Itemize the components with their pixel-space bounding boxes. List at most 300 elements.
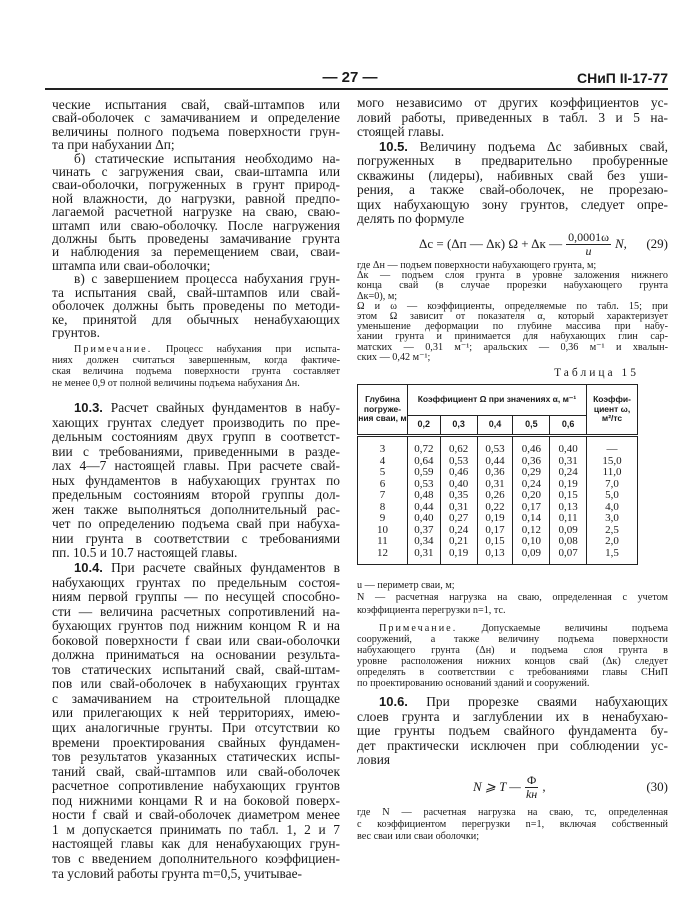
line-text: с коэффициентом перегрузки n=1, включая собственный xyxy=(357,819,668,830)
text-line xyxy=(52,313,340,326)
formula-30-lhs: N ⩾ T — xyxy=(473,779,521,794)
line-text: дет практически исключен при соблюдении ус- xyxy=(357,738,668,753)
line-text: в) с завершением процесса набухания грун- xyxy=(74,272,340,286)
line-text: ская величина подъема поверхности грунта составляет xyxy=(52,366,340,378)
formula-29-legend xyxy=(357,580,668,617)
omega-w-cell: 2,5 xyxy=(587,525,638,537)
depth-cell: 5 xyxy=(358,467,408,479)
line-text: матских — 0,31 м⁻¹; аральских — 0,36 м⁻¹ и хвалын- xyxy=(357,342,668,353)
text-line xyxy=(357,678,668,689)
line-text: настоящей главы как для ненабухающих грун- xyxy=(52,837,340,852)
omega-cell: 0,13 xyxy=(550,502,587,514)
table-row xyxy=(358,467,638,479)
formula-29-tail: N, xyxy=(614,236,627,251)
text-line xyxy=(52,355,340,366)
formula-29-numerator: 0,0001ω xyxy=(568,229,609,244)
line-text: сваи-оболочки, погруженных в грунт природ- xyxy=(52,178,340,192)
formula-29-lhs: Δс = (Δп — Δк) Ω + Δк — xyxy=(419,236,563,251)
line-text: набухающего грунта (Δн) и подъема слоя грунта в xyxy=(357,645,668,656)
text-line xyxy=(52,808,340,823)
line-text: чет по определению подъема свай при набуха- xyxy=(52,517,340,532)
line-text: расчетное сопротивление набухающих грунтов xyxy=(52,779,340,794)
text-line xyxy=(357,140,668,155)
text-line xyxy=(52,677,340,692)
text-line xyxy=(357,710,668,725)
formula-30-glossary xyxy=(357,807,668,843)
line-text: Δк — подъем слоя грунта в уровне заложения нижнего xyxy=(357,271,668,282)
line-text: этом Ω зависит от показателя α, который характеризует xyxy=(357,312,668,323)
line-text: уменьшение деформации по глубине массива при набу- xyxy=(357,322,668,333)
text-line xyxy=(52,561,340,576)
omega-cell: 0,44 xyxy=(407,502,440,514)
text-line xyxy=(52,736,340,751)
omega-cell: 0,21 xyxy=(440,536,477,548)
line-text: коэффициента перегрузки n=1, тс. xyxy=(357,604,506,616)
line-text: где N — расчетная нагрузка на сваю, тс, определенная xyxy=(357,807,668,818)
text-line xyxy=(357,183,668,198)
line-text: тов с введением дополнительного коэффициен- xyxy=(52,851,340,866)
text-line xyxy=(52,867,340,882)
text-line xyxy=(52,445,340,460)
line-text: ниях должен считаться завершенным, когда фактиче- xyxy=(52,355,340,367)
line-text: должна приниматься на основании результа- xyxy=(52,648,340,663)
omega-cell: 0,35 xyxy=(440,490,477,502)
omega-cell: 0,64 xyxy=(407,456,440,468)
omega-cell: 0,31 xyxy=(407,548,440,565)
line-text: нии грунта в соответствии с требованиями xyxy=(52,531,340,546)
omega-cell: 0,46 xyxy=(440,467,477,479)
omega-cell: 0,53 xyxy=(407,479,440,491)
omega-cell: 0,53 xyxy=(477,436,513,456)
omega-cell: 0,31 xyxy=(440,502,477,514)
line-text: та условий работы грунта m=0,5, учитывае- xyxy=(52,866,303,881)
formula-30-numerator: Ф xyxy=(526,772,537,787)
text-line xyxy=(52,532,340,547)
page-number: — 27 — xyxy=(322,69,378,86)
text-line xyxy=(52,366,340,377)
line-text: ческие испытания свай, свай-штампов или xyxy=(52,98,340,112)
omega-cell: 0,72 xyxy=(407,436,440,456)
text-line xyxy=(357,261,668,271)
text-line xyxy=(357,807,668,819)
text-line xyxy=(52,837,340,852)
line-text: u — периметр сваи, м; xyxy=(357,580,455,591)
text-line xyxy=(52,219,340,232)
text-line xyxy=(52,299,340,312)
text-line xyxy=(357,154,668,169)
omega-cell: 0,19 xyxy=(440,548,477,565)
depth-cell: 8 xyxy=(358,502,408,514)
omega-cell: 0,07 xyxy=(550,548,587,565)
formula-29-glossary xyxy=(357,261,668,363)
table-row xyxy=(358,548,638,565)
header-alpha: 0,3 xyxy=(440,416,477,436)
text-line xyxy=(52,430,340,445)
line-text: слоев грунта и заглублении их в ненабухаю- xyxy=(357,709,668,724)
section-number: 10.5. xyxy=(379,139,408,154)
line-text: ных фундаментов в набухающих грунтах по xyxy=(52,473,340,488)
text-line xyxy=(52,125,340,138)
table-caption: Таблица 15 xyxy=(554,367,639,379)
line-text: или прилегающих к ней территориях, имею- xyxy=(52,706,340,721)
omega-cell: 0,37 xyxy=(407,525,440,537)
line-text: под нижними концами R и на боковой поверх- xyxy=(52,793,340,808)
line-text: та при набухании Δп; xyxy=(52,138,175,152)
line-text: Δк=0), м; xyxy=(357,291,398,302)
omega-w-cell: 2,0 xyxy=(587,536,638,548)
omega-cell: 0,34 xyxy=(407,536,440,548)
line-text: конца свай (в случае прорезки набухающего грунта xyxy=(357,281,668,292)
omega-cell: 0,48 xyxy=(407,490,440,502)
omega-cell: 0,12 xyxy=(513,525,550,537)
note-label: Примечание. xyxy=(74,344,153,355)
depth-cell: 4 xyxy=(358,456,408,468)
header-rule xyxy=(45,88,668,90)
section-number: 10.4. xyxy=(74,561,103,576)
text-line xyxy=(357,645,668,656)
text-line xyxy=(52,344,340,355)
line-text: бухающих грунтов под нижним концом R и на xyxy=(52,619,340,634)
line-text: б) статические испытания необходимо на- xyxy=(74,151,340,166)
text-line xyxy=(52,750,340,765)
text-line xyxy=(52,232,340,245)
text-line xyxy=(357,353,668,363)
omega-cell: 0,24 xyxy=(440,525,477,537)
line-text: та испытания свай, свай-штампов или свай- xyxy=(52,285,340,300)
line-text: боковой поверхности f сваи или сваи-оболочки xyxy=(52,633,340,648)
omega-w-cell: 1,5 xyxy=(587,548,638,565)
line-text: скважины (лидеры), набивных свай без уши- xyxy=(357,168,668,183)
formula-29 xyxy=(357,230,668,258)
line-text: N — расчетная нагрузка на сваю, определенная с учетом xyxy=(357,592,668,604)
depth-cell: 10 xyxy=(358,525,408,537)
text-line xyxy=(357,312,668,322)
line-text: ловий работы, приведенных в табл. 3 и 5 на- xyxy=(357,110,668,125)
text-line xyxy=(357,212,668,227)
text-line xyxy=(357,819,668,831)
text-line xyxy=(52,98,340,111)
header-alpha: 0,4 xyxy=(477,416,513,436)
text-line xyxy=(357,580,668,592)
line-text: хающих грунтах следует производить по пре- xyxy=(52,415,340,430)
text-line xyxy=(52,326,340,339)
table-body xyxy=(358,436,638,565)
line-text: сти — величина расчетных сопротивлений на- xyxy=(52,604,340,619)
omega-cell: 0,09 xyxy=(513,548,550,565)
line-text: щих набухающую зону грунтов, следует опре- xyxy=(357,197,668,212)
line-text: уровне расположения нижних концов свай (Δк) следует xyxy=(357,656,668,667)
text-line xyxy=(52,245,340,258)
note-label: Примечание. xyxy=(379,623,458,634)
text-line xyxy=(52,178,340,191)
omega-cell: 0,24 xyxy=(513,479,550,491)
text-line xyxy=(52,794,340,809)
text-line xyxy=(52,286,340,299)
text-line xyxy=(52,779,340,794)
omega-cell: 0,40 xyxy=(440,479,477,491)
text-line xyxy=(357,292,668,302)
text-line xyxy=(357,724,668,739)
text-line xyxy=(357,592,668,604)
text-line xyxy=(52,692,340,707)
text-line xyxy=(52,459,340,474)
right-intro-text xyxy=(357,96,668,227)
omega-cell: 0,09 xyxy=(550,525,587,537)
line-text: штамп или сваю-оболочку. После нагружения xyxy=(52,218,340,233)
omega-w-cell: 15,0 xyxy=(587,456,638,468)
formula-30-fraction xyxy=(525,774,538,801)
line-text: погруженных в предварительно пробуренные xyxy=(357,154,668,169)
omega-cell: 0,36 xyxy=(513,456,550,468)
text-line xyxy=(52,663,340,678)
text-line xyxy=(52,590,340,605)
depth-cell: 6 xyxy=(358,479,408,491)
text-line xyxy=(357,271,668,281)
header-omega-w: Коэффи-циент ω, м²/тс xyxy=(587,385,638,436)
text-line xyxy=(357,695,668,710)
line-text: Величину подъема Δс забивных свай, xyxy=(407,139,668,154)
header-depth: Глубина погруже-ния сваи, м xyxy=(358,385,408,436)
text-line xyxy=(52,648,340,663)
text-line xyxy=(357,605,668,617)
omega-w-cell: — xyxy=(587,436,638,456)
omega-cell: 0,40 xyxy=(407,513,440,525)
omega-w-cell: 11,0 xyxy=(587,467,638,479)
line-text: жен также выполняться дополнительный рас- xyxy=(52,502,340,517)
omega-cell: 0,26 xyxy=(477,490,513,502)
text-line xyxy=(52,503,340,518)
text-line xyxy=(357,739,668,754)
formula-29-denominator: u xyxy=(585,243,592,258)
line-text: ности f свай и свай-оболочек диаметром менее xyxy=(52,808,340,823)
line-text: величины полного подъема поверхности грун- xyxy=(52,124,340,139)
formula-30 xyxy=(357,772,668,802)
line-text: вес сваи или сваи оболочки; xyxy=(357,831,480,842)
header-alpha: 0,5 xyxy=(513,416,550,436)
line-text: определять в соответствии с требованиями главы СНиП xyxy=(357,667,668,678)
text-line xyxy=(52,474,340,489)
text-line xyxy=(52,192,340,205)
line-text: пов или свай-оболочек в набухающих грунтах xyxy=(52,677,340,692)
text-line xyxy=(357,302,668,312)
depth-cell: 3 xyxy=(358,436,408,456)
line-text: лагаемой расчетной нагрузке на сваю, сваю- xyxy=(52,205,340,219)
text-line xyxy=(357,656,668,667)
left-intro-text xyxy=(52,98,340,339)
omega-cell: 0,46 xyxy=(513,436,550,456)
line-text: хании грунта и принимается для набухающих глин сар- xyxy=(357,332,668,343)
omega-w-cell: 7,0 xyxy=(587,479,638,491)
text-line xyxy=(52,721,340,736)
omega-cell: 0,13 xyxy=(477,548,513,565)
paragraph-10-6 xyxy=(357,695,668,768)
line-text: времени проектирования свайных фундамен- xyxy=(52,735,340,750)
text-line xyxy=(52,272,340,285)
line-text: оболочек должны быть проведены по методи- xyxy=(52,299,340,313)
line-text: должны быть проведены замачивание грунта xyxy=(52,232,340,246)
omega-cell: 0,19 xyxy=(550,479,587,491)
depth-cell: 7 xyxy=(358,490,408,502)
omega-cell: 0,40 xyxy=(550,436,587,456)
line-text: ниям первой группы — по несущей способно- xyxy=(52,590,340,605)
depth-cell: 12 xyxy=(358,548,408,565)
table-15 xyxy=(357,384,638,565)
line-text: делять по формуле xyxy=(357,212,465,227)
omega-cell: 0,31 xyxy=(550,456,587,468)
line-text: Процесс набухания при испыта- xyxy=(152,344,340,355)
line-text: и наблюдения за перемещением сваи, сваи- xyxy=(52,245,340,259)
line-text: набухающих грунтах по предельным состоя- xyxy=(52,575,340,590)
text-line xyxy=(52,488,340,503)
omega-cell: 0,15 xyxy=(550,490,587,502)
omega-cell: 0,19 xyxy=(477,513,513,525)
line-text: ке, принятой для обычных ненабухающих xyxy=(52,312,340,326)
text-line xyxy=(52,765,340,780)
omega-cell: 0,08 xyxy=(550,536,587,548)
omega-cell: 0,24 xyxy=(550,467,587,479)
text-line xyxy=(357,667,668,678)
line-text: вии с требованиями, приведенными в разде- xyxy=(52,444,340,459)
line-text: лах 4—7 настоящей главы. При расчете свай- xyxy=(52,459,340,474)
text-line xyxy=(52,165,340,178)
text-line xyxy=(52,619,340,634)
table-row xyxy=(358,490,638,502)
text-line xyxy=(52,634,340,649)
header-alpha: 0,2 xyxy=(407,416,440,436)
section-number: 10.3. xyxy=(74,401,103,415)
right-note xyxy=(357,623,668,689)
omega-cell: 0,62 xyxy=(440,436,477,456)
text-line xyxy=(357,169,668,184)
table-row xyxy=(358,513,638,525)
text-line xyxy=(52,152,340,165)
omega-cell: 0,31 xyxy=(477,479,513,491)
omega-w-cell: 4,0 xyxy=(587,502,638,514)
line-text: чинать с загружения сваи, сваи-штампа или xyxy=(52,165,340,179)
text-line xyxy=(357,343,668,353)
line-text: предельным состояниям второй группы дол- xyxy=(52,488,340,503)
omega-cell: 0,14 xyxy=(513,513,550,525)
formula-29-fraction xyxy=(566,231,611,258)
text-line xyxy=(52,416,340,431)
text-line xyxy=(52,259,340,272)
line-text: ских — 0,42 м⁻¹; xyxy=(357,352,431,363)
line-text: При прорезке сваями набухающих xyxy=(407,695,668,709)
line-text: рения, а также свай-оболочек, не прорезаю- xyxy=(357,183,668,198)
omega-cell: 0,53 xyxy=(440,456,477,468)
line-text: Ω и ω — коэффициенты, определяемые по табл. 15; при xyxy=(357,301,668,312)
line-text: не менее 0,9 от полной величины подъема набухания Δн. xyxy=(52,377,300,389)
text-line xyxy=(52,401,340,416)
formula-30-tail: , xyxy=(542,779,546,794)
line-text: щие грунты подъем свайного фундамента бу- xyxy=(357,724,668,739)
omega-cell: 0,29 xyxy=(513,467,550,479)
line-text: мого независимо от других коэффициентов ус- xyxy=(357,96,668,110)
line-text: по проектированию оснований зданий и сооружений. xyxy=(357,678,590,689)
text-line xyxy=(52,852,340,867)
line-text: тов результатов указанных статических испы- xyxy=(52,750,340,765)
table-row xyxy=(358,536,638,548)
text-line xyxy=(357,198,668,213)
line-text: ной влажности, до нагрузки, равной предпо- xyxy=(52,191,340,206)
line-text: При расчете свайных фундаментов в xyxy=(102,561,340,576)
depth-cell: 11 xyxy=(358,536,408,548)
omega-cell: 0,11 xyxy=(550,513,587,525)
text-line xyxy=(357,831,668,843)
text-line xyxy=(52,823,340,838)
header-alpha: 0,6 xyxy=(550,416,587,436)
text-line xyxy=(52,517,340,532)
text-line xyxy=(357,753,668,768)
omega-cell: 0,59 xyxy=(407,467,440,479)
line-text: где Δн — подъем поверхности набухающего грунта, м; xyxy=(357,261,597,271)
line-text: дельным состояниям двух групп в соответст- xyxy=(52,430,340,445)
line-text: 1 м допускается принимать по табл. 1, 2 и 7 xyxy=(52,822,340,837)
text-line xyxy=(52,546,340,561)
formula-30-label: (30) xyxy=(646,779,668,794)
line-text: пп. 10.5 и 10.7 настоящей главы. xyxy=(52,546,238,561)
line-text: таний свай, свай-штампов или свай-оболочек xyxy=(52,764,340,779)
omega-cell: 0,17 xyxy=(477,525,513,537)
omega-cell: 0,20 xyxy=(513,490,550,502)
text-line xyxy=(52,706,340,721)
line-text: тов статических испытаний свай, свай-штам- xyxy=(52,662,340,677)
header-omega-group: Коэффициент Ω при значениях α, м⁻¹ xyxy=(407,385,586,416)
line-text: Расчет свайных фундаментов в набу- xyxy=(102,401,340,415)
line-text: Допускаемые величины подъема xyxy=(457,623,668,634)
line-text: с замачиванием на строительной площадке xyxy=(52,691,340,706)
left-main-text xyxy=(52,401,340,881)
line-text: стоящей главы. xyxy=(357,125,445,140)
text-line xyxy=(52,576,340,591)
formula-29-label: (29) xyxy=(646,236,668,251)
left-note xyxy=(52,344,340,389)
depth-cell: 9 xyxy=(358,513,408,525)
omega-cell: 0,27 xyxy=(440,513,477,525)
text-line xyxy=(357,623,668,634)
section-number: 10.6. xyxy=(379,695,408,709)
line-text: грунтов. xyxy=(52,325,100,340)
line-text: свай-оболочек с замачиванием и определение xyxy=(52,111,340,125)
text-line xyxy=(357,332,668,342)
omega-w-cell: 3,0 xyxy=(587,513,638,525)
text-line xyxy=(357,96,668,111)
text-line xyxy=(357,281,668,291)
text-line xyxy=(52,378,340,389)
text-line xyxy=(357,111,668,126)
text-line xyxy=(357,322,668,332)
document-code: СНиП II-17-77 xyxy=(576,70,668,86)
text-line xyxy=(357,125,668,140)
omega-cell: 0,44 xyxy=(477,456,513,468)
formula-30-denominator: kн xyxy=(525,786,538,801)
omega-cell: 0,36 xyxy=(477,467,513,479)
omega-cell: 0,22 xyxy=(477,502,513,514)
omega-w-cell: 5,0 xyxy=(587,490,638,502)
omega-cell: 0,15 xyxy=(477,536,513,548)
line-text: сооружений, а также величину подъема поверхности xyxy=(357,634,668,645)
text-line xyxy=(52,205,340,218)
text-line xyxy=(52,605,340,620)
line-text: щих аналогичные грунты. При отсутствии ко xyxy=(52,721,340,736)
omega-cell: 0,10 xyxy=(513,536,550,548)
line-text: штампа или сваи-оболочки; xyxy=(52,258,211,273)
line-text: ловия xyxy=(357,753,391,768)
table-row xyxy=(358,436,638,456)
text-line xyxy=(52,138,340,151)
text-line xyxy=(52,111,340,124)
omega-cell: 0,17 xyxy=(513,502,550,514)
